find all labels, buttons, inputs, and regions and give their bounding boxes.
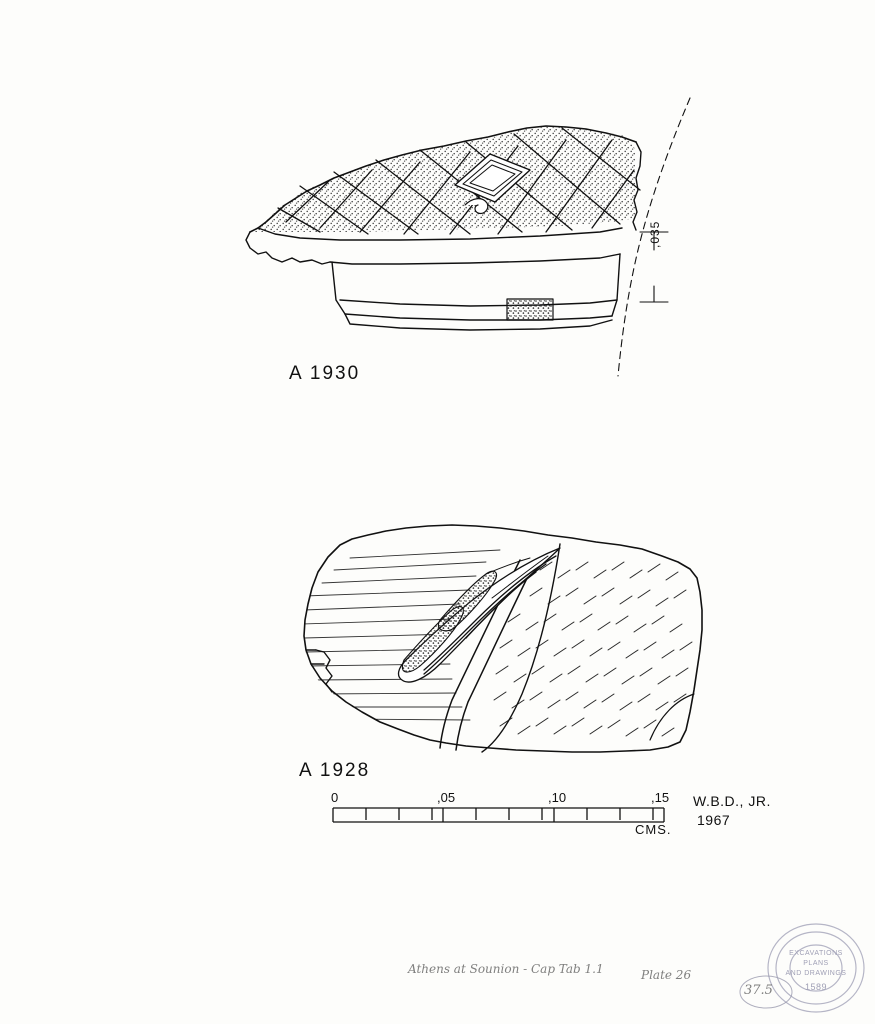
scale-tick-10: ,10 (548, 790, 567, 805)
scale-tick-15: ,15 (651, 790, 670, 805)
stamp-line-number: 1589 (804, 982, 828, 992)
handwritten-plate-note: Plate 26 (641, 968, 692, 982)
stamp-line-excavations: EXCAVATIONS (789, 950, 843, 957)
stamp-line-plans: PLANS (803, 960, 829, 967)
handwritten-archive-number: 37.5 (744, 983, 773, 998)
handwritten-caption: Athens at Sounion - Cap Tab 1.1 (408, 962, 604, 976)
figure-label-a1928: A 1928 (299, 760, 371, 781)
draftsman-credit: W.B.D., JR. (693, 793, 771, 809)
scale-bar-graphic (333, 808, 664, 822)
archive-stamp (766, 920, 866, 1016)
scale-tick-0: 0 (331, 790, 339, 805)
scale-units-label: CMS. (635, 822, 672, 837)
figure-a1928 (303, 525, 702, 752)
figure-a1930 (240, 98, 690, 376)
scale-tick-05: ,05 (437, 790, 456, 805)
stamp-line-drawings: AND DRAWINGS (785, 970, 847, 977)
figure-label-a1930: A 1930 (289, 363, 361, 384)
dimension-label: ,035 (648, 220, 662, 248)
drawing-year: 1967 (697, 812, 731, 828)
